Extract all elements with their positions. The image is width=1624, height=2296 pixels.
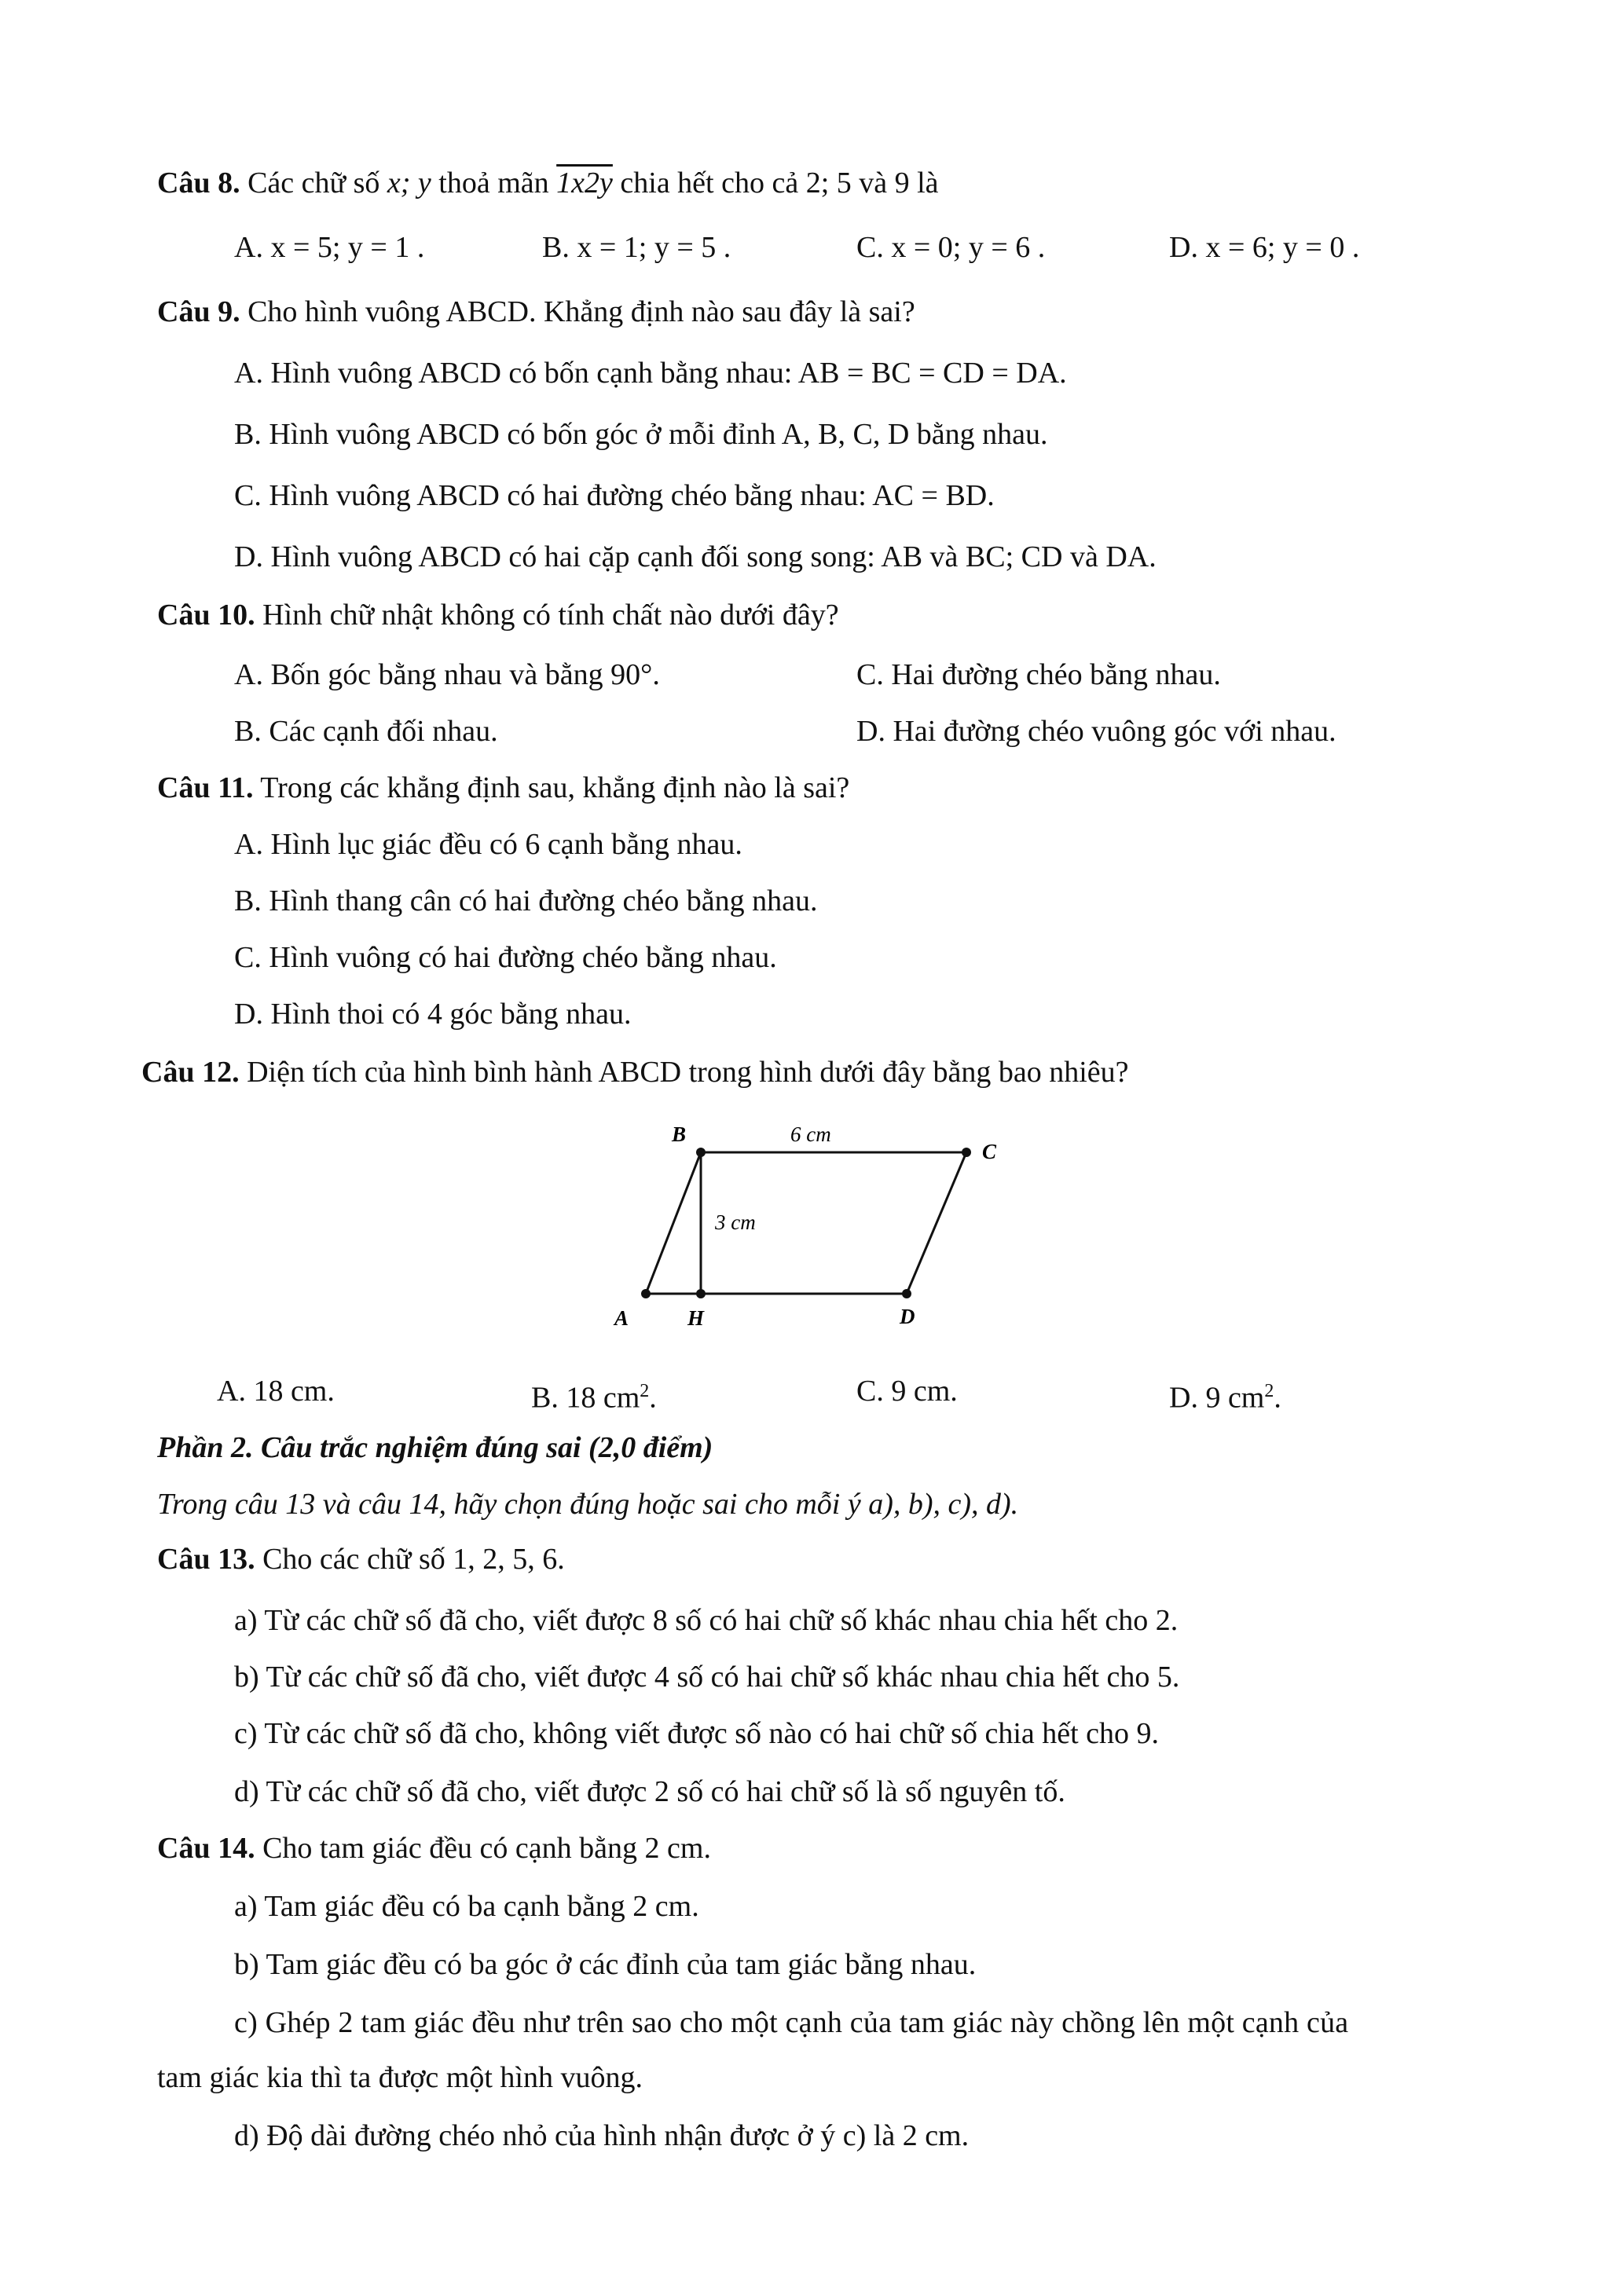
option-b: B. x = 1; y = 5 . <box>542 231 731 264</box>
section-instruction: Trong câu 13 và câu 14, hãy chọn đúng hoặc sai cho mỗi ý a), b), c), d). <box>157 1488 1019 1521</box>
point-c <box>962 1148 971 1157</box>
option-d: D. x = 6; y = 0 . <box>1169 231 1360 264</box>
option-d: D. Hình thoi có 4 góc bằng nhau. <box>234 998 632 1031</box>
statement-c-continued: tam giác kia thì ta được một hình vuông. <box>157 2061 643 2094</box>
option-b: B. Hình thang cân có hai đường chéo bằng nhau. <box>234 884 818 917</box>
option-c: C. Hai đường chéo bằng nhau. <box>856 658 1221 691</box>
option-a: A. 18 cm. <box>217 1375 335 1408</box>
question-9 <box>157 294 915 330</box>
statement-b: b) Tam giác đều có ba góc ở các đỉnh của tam giác bằng nhau. <box>234 1948 977 1981</box>
statement-a: a) Từ các chữ số đã cho, viết được 8 số có hai chữ số khác nhau chia hết cho 2. <box>234 1604 1179 1637</box>
overlined-number: 1x2y <box>556 167 613 200</box>
question-text: Diện tích của hình bình hành ABCD trong hình dưới đây bằng bao nhiêu? <box>239 1056 1129 1089</box>
question-label: Câu 14. <box>157 1832 255 1865</box>
point-a <box>641 1289 651 1298</box>
question-text: Các chữ số <box>240 167 387 200</box>
statement-c: c) Từ các chữ số đã cho, không viết được số nào có hai chữ số chia hết cho 9. <box>234 1717 1160 1750</box>
question-14 <box>157 1830 711 1866</box>
section-title: Phần 2. Câu trắc nghiệm đúng sai (2,0 điểm) <box>157 1431 713 1464</box>
label-top-length: 6 cm <box>790 1122 831 1146</box>
question-label: Câu 8. <box>157 167 240 200</box>
statement-d: d) Từ các chữ số đã cho, viết được 2 số có hai chữ số là số nguyên tố. <box>234 1775 1065 1808</box>
question-text: Cho hình vuông ABCD. Khẳng định nào sau đây là sai? <box>240 295 915 328</box>
point-h <box>696 1289 706 1298</box>
parallelogram-figure <box>597 1119 1021 1347</box>
math-vars: x; y <box>387 167 431 200</box>
question-label: Câu 13. <box>157 1543 255 1576</box>
label-c: C <box>982 1140 997 1163</box>
option-d: D. 9 $cm^2$. <box>1169 1381 1281 1415</box>
question-label: Câu 11. <box>157 771 254 804</box>
statement-b: b) Từ các chữ số đã cho, viết được 4 số có hai chữ số khác nhau chia hết cho 5. <box>234 1661 1180 1694</box>
option-a: A. Hình vuông ABCD có bốn cạnh bằng nhau: AB = BC = CD = DA. <box>234 357 1067 390</box>
option-d: D. Hai đường chéo vuông góc với nhau. <box>856 715 1336 748</box>
point-b <box>696 1148 706 1157</box>
label-h: H <box>687 1306 705 1330</box>
question-label: Câu 10. <box>157 599 255 632</box>
statement-c: c) Ghép 2 tam giác đều như trên sao cho một cạnh của tam giác này chồng lên một cạnh của <box>234 2006 1349 2039</box>
option-c: C. 9 cm. <box>856 1375 958 1408</box>
point-d <box>902 1289 911 1298</box>
option-b: B. 18 $cm^2$. <box>531 1381 657 1415</box>
question-13 <box>157 1541 565 1577</box>
parallelogram-outline <box>646 1152 966 1294</box>
label-d: D <box>900 1305 915 1328</box>
option-a: A. Hình lục giác đều có 6 cạnh bằng nhau. <box>234 828 742 861</box>
option-b: B. Hình vuông ABCD có bốn góc ở mỗi đỉnh A, B, C, D bằng nhau. <box>234 418 1048 451</box>
question-text: chia hết cho cả 2; 5 và 9 là <box>612 167 939 200</box>
question-label: Câu 9. <box>157 295 240 328</box>
question-8 <box>157 165 939 201</box>
question-11 <box>157 770 849 806</box>
option-d: D. Hình vuông ABCD có hai cặp cạnh đối song song: AB và BC; CD và DA. <box>234 540 1157 573</box>
label-a: A <box>614 1306 629 1330</box>
question-text: thoả mãn <box>431 167 557 200</box>
question-text: Hình chữ nhật không có tính chất nào dưới đây? <box>255 599 839 632</box>
label-height: 3 cm <box>715 1210 756 1234</box>
question-text: Trong các khẳng định sau, khẳng định nào là sai? <box>253 771 850 804</box>
option-a: A. x = 5; y = 1 . <box>234 231 425 264</box>
question-label: Câu 12. <box>141 1056 240 1089</box>
option-c: C. Hình vuông có hai đường chéo bằng nhau. <box>234 941 777 974</box>
label-b: B <box>672 1122 687 1146</box>
statement-d: d) Độ dài đường chéo nhỏ của hình nhận được ở ý c) là 2 cm. <box>234 2119 970 2152</box>
question-10 <box>157 597 839 633</box>
option-c: C. Hình vuông ABCD có hai đường chéo bằng nhau: AC = BD. <box>234 479 995 512</box>
option-c: C. x = 0; y = 6 . <box>856 231 1046 264</box>
question-12 <box>141 1054 1129 1090</box>
option-b: B. Các cạnh đối nhau. <box>234 715 498 748</box>
option-a: A. Bốn góc bằng nhau và bằng 90°. <box>234 658 660 691</box>
question-text: Cho tam giác đều có cạnh bằng 2 cm. <box>255 1832 711 1865</box>
question-text: Cho các chữ số 1, 2, 5, 6. <box>255 1543 565 1576</box>
statement-a: a) Tam giác đều có ba cạnh bằng 2 cm. <box>234 1890 699 1923</box>
